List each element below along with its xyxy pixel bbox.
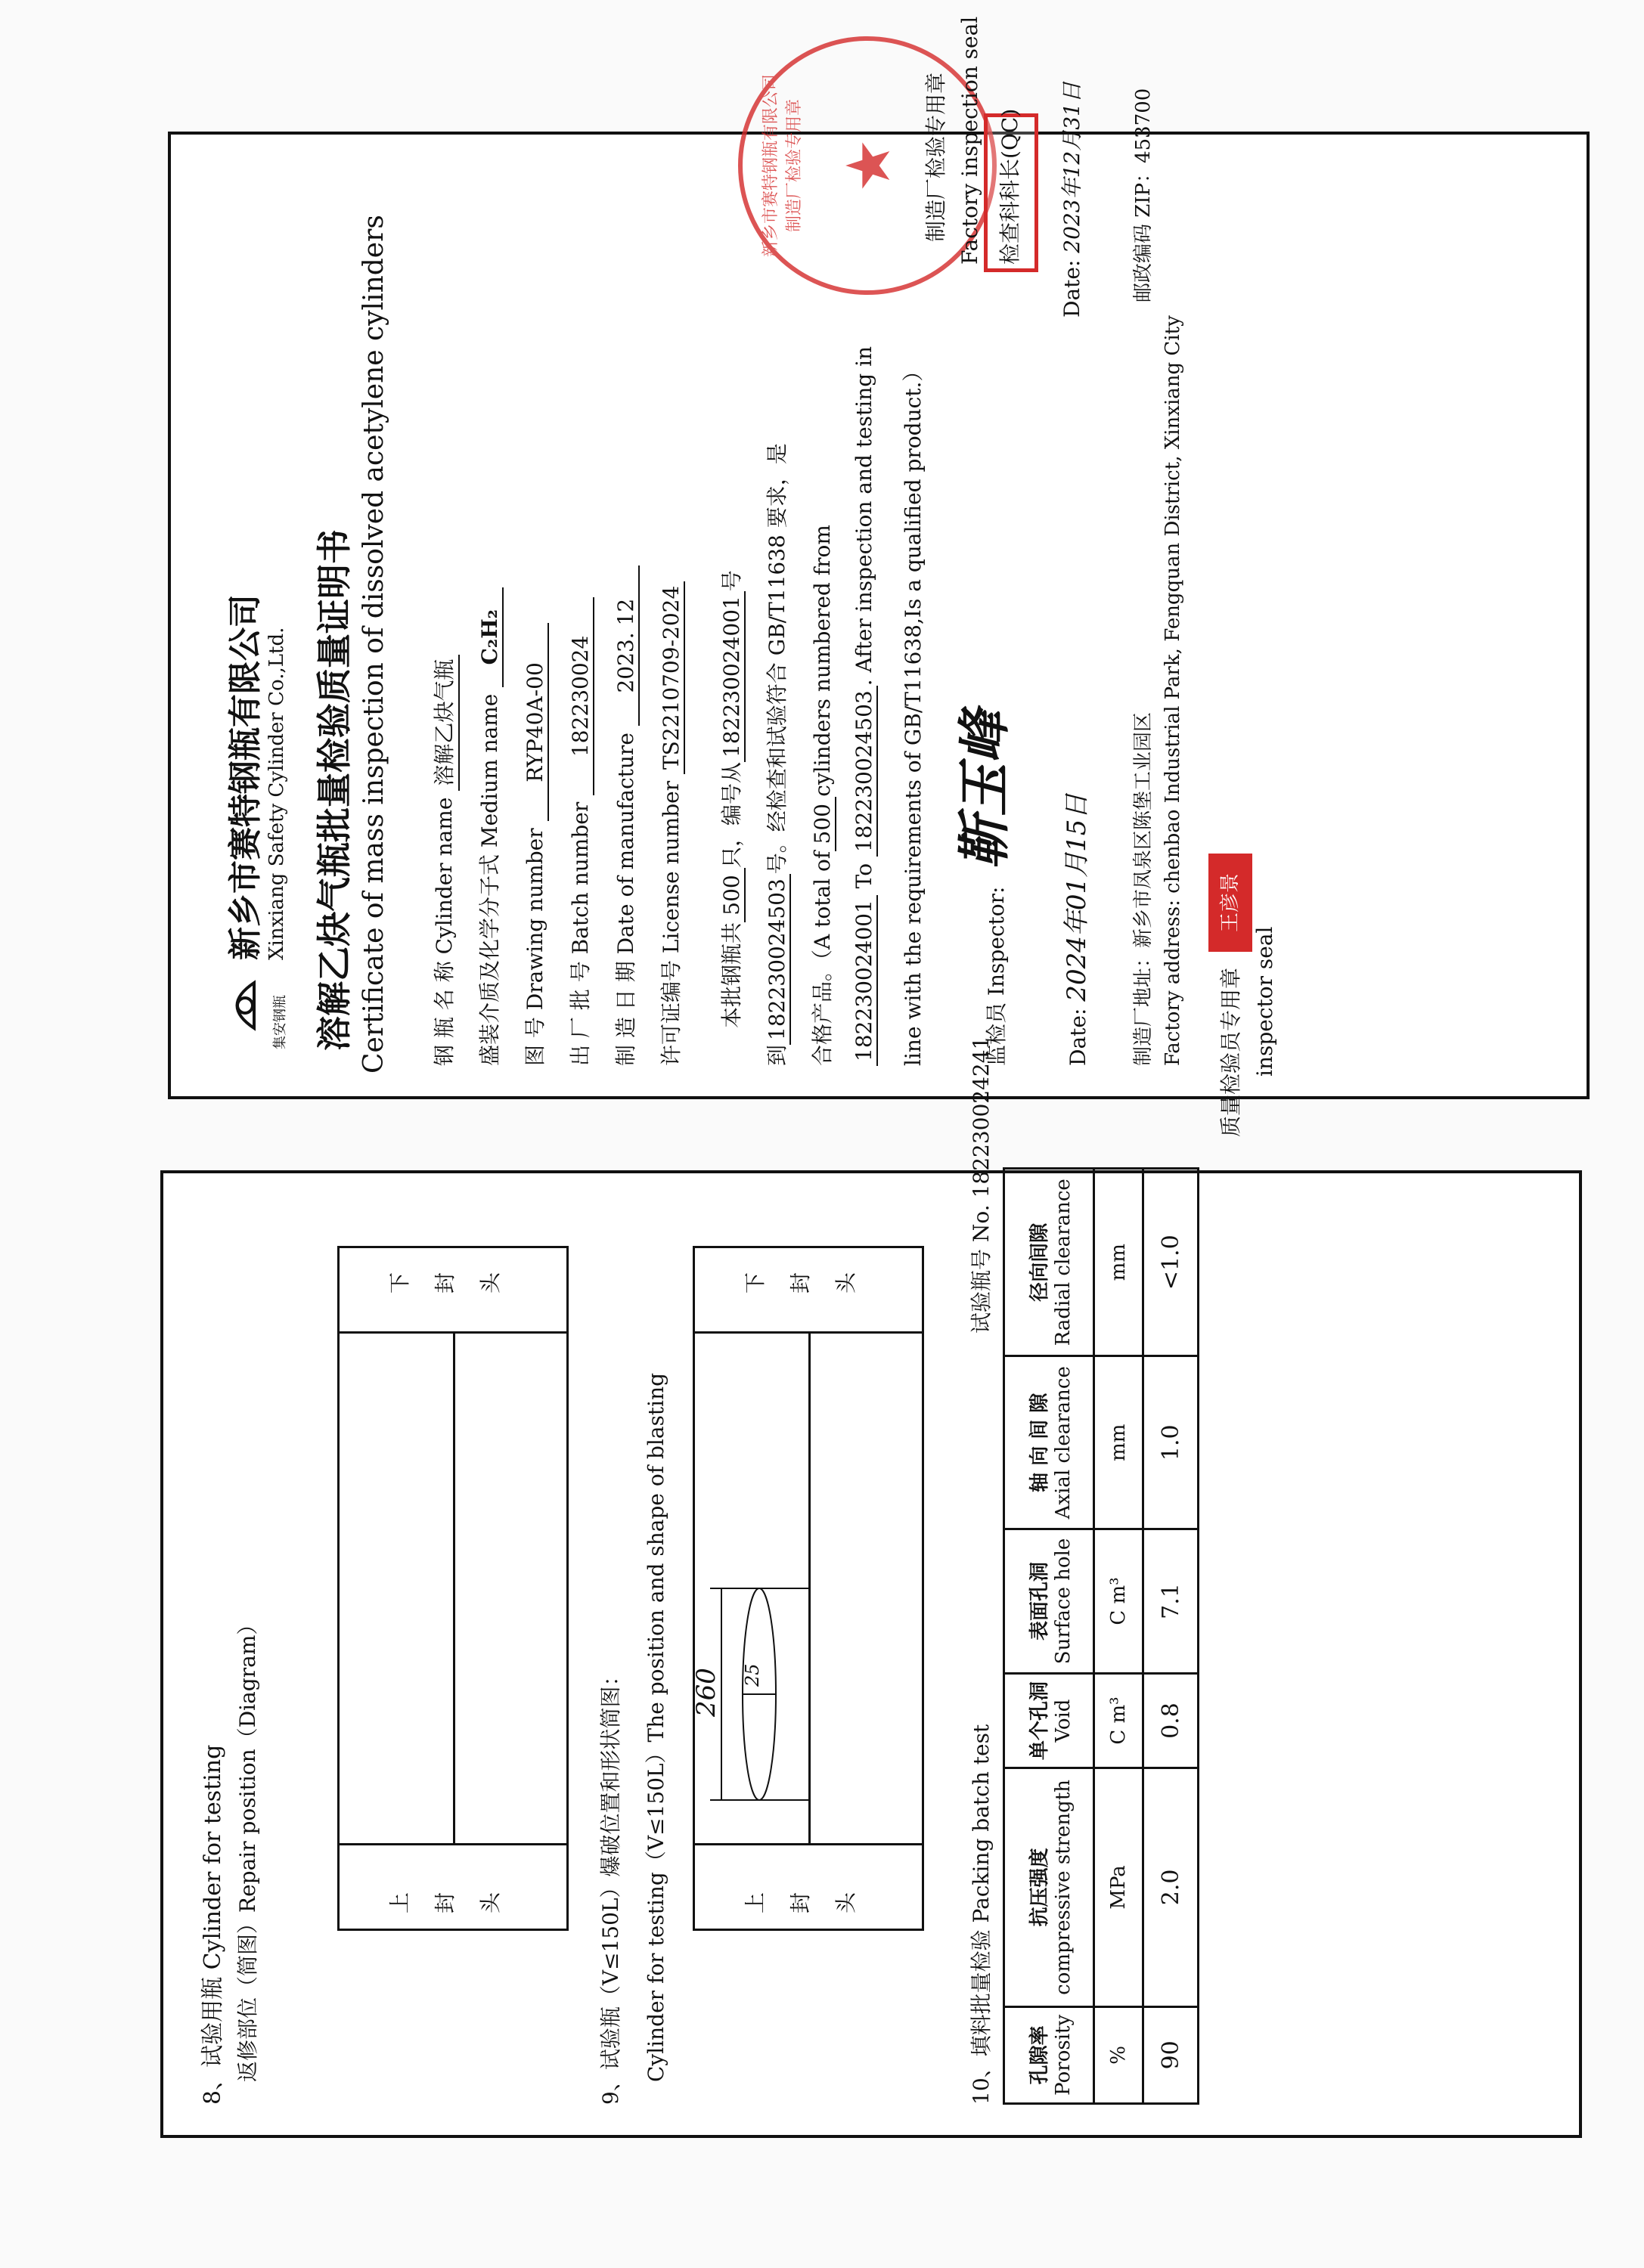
header-axial: 轴 向 间 隙 Axial clearance bbox=[1004, 1356, 1094, 1529]
burst-length: 260 bbox=[691, 1668, 721, 1717]
value-cell: 2.0 bbox=[1143, 1768, 1199, 2007]
company-logo bbox=[216, 975, 269, 1036]
field-batch: 出 厂 批 号 Batch number 182230024 bbox=[564, 597, 594, 1066]
field-drawing: 图 号 Drawing number RYP40A-00 bbox=[519, 623, 549, 1066]
section-9-subtitle: Cylinder for testing（V≤150L）The position and shape of blasting bbox=[644, 1372, 668, 2082]
field-medium: 盛装介质及化学分子式 Medium name C₂H₂ bbox=[473, 587, 504, 1066]
company-name-cn: 新乡市赛特钢瓶有限公司 bbox=[226, 594, 265, 960]
header-strength: 抗压强度 compressive strength bbox=[1004, 1768, 1094, 2007]
burst-shape bbox=[695, 1331, 808, 1845]
lower-head-label: 下封头 bbox=[387, 1272, 503, 1294]
company-name-en: Xinxiang Safety Cylinder Co.,Ltd. bbox=[265, 627, 288, 960]
table-header-row bbox=[1004, 1169, 1094, 2104]
zip-code: 邮政编码 ZIP：453700 bbox=[1132, 88, 1155, 302]
statement-line-2: 到182230024503号。经检查和试验符合 GB/T11638 要求，是 bbox=[765, 443, 789, 1066]
upper-head-label-2: 上封头 bbox=[743, 1892, 858, 1913]
unit-cell: C m³ bbox=[1094, 1673, 1143, 1768]
value-cell: 0.8 bbox=[1143, 1673, 1199, 1768]
certificate-panel bbox=[168, 16, 1590, 1099]
header-radial: 径向间隙 Radial clearance bbox=[1004, 1169, 1094, 1356]
address-en: Factory address: chenbao Industrial Park, Fengquan District, Xinxiang City bbox=[1162, 315, 1184, 1066]
section-10-title: 10、填料批量检验 Packing batch test bbox=[969, 1724, 994, 2105]
address-cn: 制造厂地址：新乡市凤泉区陈堡工业园区 bbox=[1132, 711, 1155, 1066]
packing-test-table bbox=[1003, 1167, 1199, 2105]
inspector-date: Date: 2024年01月15日 bbox=[1062, 793, 1092, 1066]
company-stamp: 新乡市赛特钢瓶有限公司 制造厂检验专用章 ★ bbox=[738, 36, 997, 295]
unit-cell: % bbox=[1094, 2006, 1143, 2103]
unit-cell: C m³ bbox=[1094, 1529, 1143, 1674]
factory-seal-cn: 制造厂检验专用章 bbox=[923, 72, 948, 242]
section-9-title: 9、试验瓶（V≤150L）爆破位置和形状简图： bbox=[598, 1665, 623, 2105]
inspector-label: 监检员 Inspector: bbox=[984, 886, 1009, 1066]
inspector-seal-cn: 质量检验员专用章 bbox=[1218, 967, 1243, 1137]
value-cell: <1.0 bbox=[1143, 1169, 1199, 1356]
burst-diagram bbox=[693, 1246, 924, 1931]
title-cn: 溶解乙炔气瓶批量检验质量证明书 bbox=[314, 529, 355, 1051]
burst-width: 25 bbox=[742, 1663, 763, 1687]
test-cylinder-number: 试验瓶号 No. 182230024241 bbox=[969, 1036, 994, 1334]
statement-line-4: 182230024001 To 182230024503. After inspection and testing in bbox=[851, 346, 878, 1066]
inspector-seal-en: inspector seal bbox=[1252, 926, 1277, 1077]
header-porosity: 孔隙率 Porosity bbox=[1004, 2006, 1094, 2103]
field-date: 制 造 日 期 Date of manufacture 2023. 12 bbox=[610, 565, 640, 1066]
header-void: 单个孔洞 Void bbox=[1004, 1673, 1094, 1768]
header-surface-hole: 表面孔洞 Surface hole bbox=[1004, 1529, 1094, 1674]
field-cylinder-name: 钢 瓶 名 称 Cylinder name 溶解乙炔气瓶 bbox=[428, 655, 460, 1066]
repair-diagram bbox=[337, 1246, 569, 1931]
statement-line-3: 合格产品。（A total of500cylinders numbered from bbox=[810, 525, 835, 1066]
section-8-title: 8、试验用瓶 Cylinder for testing bbox=[200, 1744, 226, 2105]
unit-cell: mm bbox=[1094, 1356, 1143, 1529]
value-cell: 7.1 bbox=[1143, 1529, 1199, 1674]
qc-date: Date: 2023年12月31日 bbox=[1059, 82, 1084, 318]
statement-line-1: 本批钢瓶共500只，编号从182230024001号 bbox=[719, 570, 744, 1028]
lower-head-label-2: 下封头 bbox=[743, 1272, 858, 1294]
upper-head-label: 上封头 bbox=[387, 1892, 503, 1913]
inspector-signature: 靳玉峰 bbox=[953, 711, 1016, 869]
unit-cell: mm bbox=[1094, 1169, 1143, 1356]
logo-text: 集安钢瓶 bbox=[272, 995, 288, 1049]
table-unit-row bbox=[1094, 1169, 1143, 2104]
statement-line-5: line with the requirements of GB/T11638,Is a qualified product.） bbox=[901, 360, 926, 1066]
field-license: 许可证编号 License number TS2210709-2024 bbox=[655, 581, 685, 1066]
qc-label: 检查科科长(QC) bbox=[997, 108, 1022, 265]
table-value-row bbox=[1143, 1169, 1199, 2104]
section-8-subtitle: 返修部位（简图）Repair position（Diagram） bbox=[235, 1613, 260, 2082]
title-en: Certificate of mass inspection of dissolved acetylene cylinders bbox=[358, 215, 389, 1074]
factory-seal-en: Factory inspection seal bbox=[957, 16, 982, 265]
value-cell: 1.0 bbox=[1143, 1356, 1199, 1529]
value-cell: 90 bbox=[1143, 2006, 1199, 2103]
unit-cell: MPa bbox=[1094, 1768, 1143, 2007]
inspector-seal-stamp: 王彦景 bbox=[1208, 854, 1252, 952]
